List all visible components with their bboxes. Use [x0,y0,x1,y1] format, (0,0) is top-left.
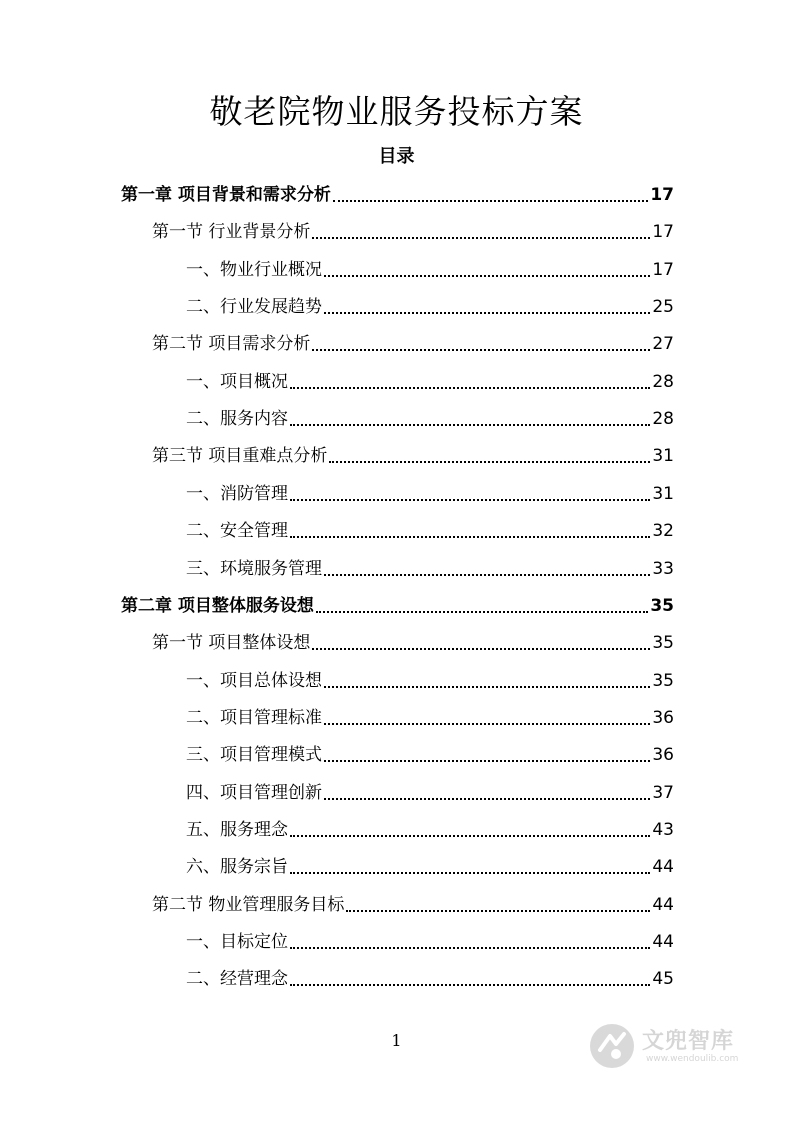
toc-heading: 目录 [378,146,415,167]
toc-entry-item[interactable] [186,251,674,281]
toc-dot-leader [290,387,650,389]
toc-entry-page: 25 [652,297,674,317]
toc-dot-leader [312,349,650,351]
toc-entry-label: 第一节 行业背景分析 [152,222,311,242]
toc-entry-page: 17 [650,185,674,205]
toc-entry-page: 33 [652,559,674,579]
toc-entry-page: 43 [652,820,674,840]
toc-entry-page: 35 [652,671,674,691]
toc-entry-label: 第二章 项目整体服务设想 [121,596,314,616]
toc-entry-item[interactable] [186,662,674,692]
toc-entry-label: 第二节 项目需求分析 [152,334,311,354]
wendou-logo-icon [586,1020,638,1072]
toc-dot-leader [324,723,650,725]
toc-entry-page: 17 [652,260,674,280]
toc-dot-leader [324,275,650,277]
toc-dot-leader [290,499,650,501]
toc-entry-page: 35 [652,633,674,653]
toc-entry-page: 28 [652,409,674,429]
toc-entry-label: 六、服务宗旨 [186,857,288,877]
toc-entry-label: 四、项目管理创新 [186,783,322,803]
toc-entry-section[interactable] [152,624,674,654]
toc-entry-item[interactable] [186,923,674,953]
toc-dot-leader [290,984,650,986]
toc-dot-leader [316,611,648,613]
toc-entry-label: 一、项目概况 [186,372,288,392]
toc-entry-label: 二、服务内容 [186,409,288,429]
toc-dot-leader [346,910,650,912]
toc-dot-leader [312,237,650,239]
toc-entry-label: 第三节 项目重难点分析 [152,446,328,466]
toc-dot-leader [324,686,650,688]
toc-dot-leader [290,835,650,837]
toc-dot-leader [324,574,650,576]
toc-entry-page: 44 [652,857,674,877]
toc-entry-page: 36 [652,745,674,765]
toc-entry-page: 28 [652,372,674,392]
toc-entry-section[interactable] [152,437,674,467]
toc-entry-page: 36 [652,708,674,728]
toc-entry-label: 一、物业行业概况 [186,260,322,280]
toc-entry-item[interactable] [186,475,674,505]
toc-entry-label: 三、环境服务管理 [186,559,322,579]
toc-entry-item[interactable] [186,699,674,729]
toc-entry-page: 31 [652,484,674,504]
toc-entry-item[interactable] [186,550,674,580]
toc-entry-page: 31 [652,446,674,466]
toc-entry-section[interactable] [152,886,674,916]
toc-entry-label: 第一章 项目背景和需求分析 [121,185,331,205]
toc-entry-page: 44 [652,932,674,952]
watermark-text: 文兜智库 [642,1029,735,1054]
toc-entry-page: 35 [650,596,674,616]
toc-entry-label: 三、项目管理模式 [186,745,322,765]
toc-entry-label: 二、安全管理 [186,521,288,541]
toc-dot-leader [312,648,650,650]
toc-dot-leader [290,872,650,874]
toc-entry-page: 32 [652,521,674,541]
toc-dot-leader [290,536,650,538]
toc-entry-page: 44 [652,895,674,915]
toc-entry-item[interactable] [186,774,674,804]
toc-dot-leader [324,798,650,800]
toc-entry-page: 37 [652,783,674,803]
toc-dot-leader [324,760,650,762]
toc-entry-label: 第二节 物业管理服务目标 [152,895,345,915]
toc-entry-page: 17 [652,222,674,242]
toc-entry-section[interactable] [152,325,674,355]
watermark [586,1018,756,1074]
toc-entry-label: 一、目标定位 [186,932,288,952]
toc-dot-leader [290,424,650,426]
toc-entry-label: 第一节 项目整体设想 [152,633,311,653]
toc-dot-leader [329,461,650,463]
toc-dot-leader [324,312,650,314]
toc-entry-chapter[interactable] [121,587,674,617]
toc-entry-item[interactable] [186,811,674,841]
document-title: 敬老院物业服务投标方案 [209,92,584,131]
toc-entry-page: 45 [652,969,674,989]
toc-dot-leader [290,947,650,949]
watermark-url: www.wendoulib.com [646,1054,739,1064]
toc-dot-leader [333,200,648,202]
toc-entry-label: 二、行业发展趋势 [186,297,322,317]
toc-entry-item[interactable] [186,960,674,990]
toc-entry-item[interactable] [186,512,674,542]
toc-entry-section[interactable] [152,213,674,243]
toc-entry-label: 一、消防管理 [186,484,288,504]
toc-entry-label: 五、服务理念 [186,820,288,840]
page-number: 1 [391,1031,402,1050]
toc-entry-label: 二、经营理念 [186,969,288,989]
toc-entry-item[interactable] [186,736,674,766]
toc-entry-page: 27 [652,334,674,354]
toc-entry-label: 二、项目管理标准 [186,708,322,728]
toc-entry-item[interactable] [186,400,674,430]
toc-entry-item[interactable] [186,288,674,318]
toc-entry-chapter[interactable] [121,176,674,206]
toc-entry-item[interactable] [186,363,674,393]
toc-entry-item[interactable] [186,848,674,878]
toc-entry-label: 一、项目总体设想 [186,671,322,691]
